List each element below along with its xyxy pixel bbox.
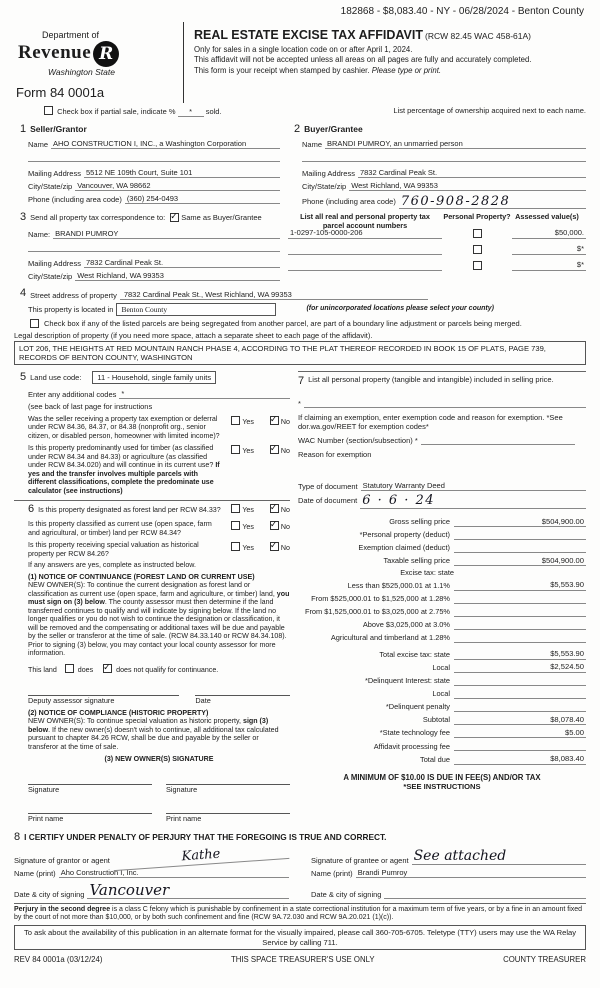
historic-question: Is this property receiving special valuation as historical property per RCW 84.26? Yes ✓ No <box>28 541 290 558</box>
owner-signature-2-field[interactable] <box>166 772 290 785</box>
same-as-buyer-label: Same as Buyer/Grantee <box>181 212 262 222</box>
continuance-qualify-row: This land does ✓ does not qualify for continuance. <box>28 664 290 675</box>
seller-heading: Seller/Grantor <box>30 123 87 134</box>
left-main-column: 5 Land use code: 11 - Household, single family units Enter any additional codes * (see back of last page for instructions Was the seller receiving a property tax exemption or deferral under RCW 84.36, 84.37, or 84.38 (nonprofit org., senior citizen, or disabled person, homeowner with limited income)? Yes ✓ No Is this property predominantly used for timber (as classified under RCW 84.34 and 84.33) or agriculture (as classified under RCW 84.34.020) and will continue in its current use? If yes and the transfer involves multiple parcels with different classifications, complete the predominate use calculator (see instructions) Yes ✓ No 6 Is this property designated as forest land per RCW 84.33? Yes ✓ No Is this property classified as current use (open space, farm and agricultural, or timber) land per RCW 84.34? Yes ✓ No Is this property receiving special valuation as historical property per RCW 84.26? Yes ✓ No If any answers are yes, complete as instructed below. (1) NOTICE OF CONTINUANCE (FOREST LAND OR CURRENT USE) NEW OWNER(S): To continue the current designation as forest land or classification as current use (open space, farm and agriculture, or timber) land, you must sign on (3) below. The county assessor must then determine if the land transferred continues to qualify and will indicate by signing below. If the land no longer qualifies or you do not wish to continue the designation or classification, it will be removed and the compensating or additional taxes will be due and payable by the seller or transferor at the time of sale. (RCW 84.33.140 or RCW 84.34.108). Prior to signing (3) below, you may contact your local county assessor for more information. This land does ✓ does not qualify for continuance. Deputy assessor signature Date (2) NOTICE OF COMPLIANCE (HISTORIC PROPERTY) NEW OWNER(S): To continue special valuation as historic property, sign (3) below. If the new owner(s) doesn't wish to continue, all additional tax calculated pursuant to chapter 84.26 RCW, shall be due and payable by the seller or transferor at the time of sale. (3) NEW OWNER(S) SIGNATURE Signature Signature Print name Print name <box>14 371 298 823</box>
delinquent-penalty-field[interactable] <box>454 702 586 713</box>
treasurer-space-label: THIS SPACE TREASURER'S USE ONLY <box>230 954 375 964</box>
land-does-checkbox[interactable] <box>65 664 74 673</box>
county-note: (for unincorporated locations please select your county) <box>306 305 494 313</box>
main-columns <box>14 371 586 823</box>
exemption-yes-checkbox[interactable] <box>231 416 240 425</box>
tier1-tax-field[interactable]: $5,553.90 <box>454 580 586 591</box>
deputy-assessor-signature-field[interactable] <box>28 683 179 696</box>
partial-sale-sold-label: sold. <box>205 106 222 116</box>
title-rcw-suffix: (RCW 82.45 WAC 458-61A) <box>425 31 532 41</box>
parcel-3-assessed-value-field[interactable]: $* <box>512 260 586 271</box>
parcel-row-1 <box>288 228 586 239</box>
timber-question-bold: If yes and the transfer involves multiple parcels with different classifications, complete the predominate use calculator (see instructions) <box>28 461 220 495</box>
reason-exemption-label: Reason for exemption <box>298 449 372 459</box>
tty-notice-box: To ask about the availability of this publication in an alternate format for the visually impaired, please call 360-705-6705. Teletype (TTY) users may use the WA Relay Service by calling 711. <box>14 925 586 949</box>
partial-sale-row <box>42 106 586 117</box>
timber-no-checkbox[interactable] <box>270 445 279 454</box>
ownership-note: List percentage of ownership acquired next to each name. <box>393 105 586 115</box>
parcel-number-field[interactable] <box>288 260 442 271</box>
land-does-not-checkbox[interactable] <box>103 664 112 673</box>
parcel-row-3 <box>288 260 586 271</box>
notice1-body: NEW OWNER(S): To continue the current designation as forest land or classification as current use (open space, farm and agriculture, or timber) land, you must sign on (3) below. The county assessor must then determine if the land transferred continues to qualify and will indicate by signing below. If the land no longer qualifies or you do not wish to continue the designation or classification, it will be removed and the compensating or additional taxes will be due and payable by the seller or transferor at the time of sale. (RCW 84.33.140 or RCW 84.34.108). Prior to signing (3) below, you may contact your local county assessor for more information. <box>28 581 290 658</box>
grantee-signature-label: Signature of grantee or agent <box>311 855 409 865</box>
tier2-tax-field[interactable] <box>454 593 586 604</box>
washington-state-label: Washington State <box>48 66 115 77</box>
wac-number-field[interactable] <box>421 444 575 445</box>
segregated-checkbox[interactable] <box>30 319 39 328</box>
grantee-print-name-field[interactable]: Brandi Pumroy <box>356 868 586 878</box>
correspondence-label: Send all property tax correspondence to: <box>30 212 166 222</box>
type-or-print-note: Please type or print. <box>371 66 442 76</box>
title-sub2: This affidavit will not be accepted unless all areas on all pages are fully and accurately completed. <box>194 55 532 65</box>
section2-number: 2 <box>294 122 301 135</box>
parcel-2-assessed-value-field[interactable]: $* <box>512 244 586 255</box>
total-excise-local-field[interactable]: $2,524.50 <box>454 662 586 673</box>
section1-number: 1 <box>20 122 27 135</box>
seller-mailing-label: Mailing Address <box>28 168 81 178</box>
parcel-col2-header: Personal Property? <box>443 211 511 221</box>
county-select[interactable]: Benton County <box>116 303 276 316</box>
section8-number: 8 <box>14 831 21 844</box>
buyer-phone-label: Phone (including area code) <box>302 196 396 206</box>
masthead <box>14 22 586 103</box>
current-use-question: Is this property classified as current use (open space, farm and agricultural, or timber) land per RCW 84.34? Yes ✓ No <box>28 520 290 537</box>
buyer-city-label: City/State/zip <box>302 181 347 191</box>
buyer-mailing-label: Mailing Address <box>302 168 355 178</box>
grantee-date-city-field[interactable] <box>384 898 586 899</box>
seller-column <box>14 121 288 281</box>
type-of-document-field[interactable]: Statutory Warranty Deed <box>361 481 586 491</box>
forest-land-question: 6 Is this property designated as forest land per RCW 84.33? Yes ✓ No <box>28 503 290 516</box>
grantor-date-city-field[interactable]: Vancouver <box>87 881 289 899</box>
buyer-phone-field[interactable]: 760-908-2828 <box>399 194 586 209</box>
grantor-print-name-field[interactable]: Aho Construction I, Inc. <box>59 868 289 878</box>
deputy-date-field[interactable] <box>195 683 290 696</box>
parcel-3-personal-property-checkbox[interactable] <box>473 261 482 270</box>
buyer-column <box>288 121 586 281</box>
parcel-row-2 <box>288 244 586 255</box>
parcel-number-field[interactable]: 1-0297-105-0000-206 <box>288 228 442 239</box>
historic-no-checkbox[interactable] <box>270 542 279 551</box>
section5-number: 5 <box>20 371 27 384</box>
total-excise-state-field[interactable]: $5,553.90 <box>454 649 586 660</box>
footer-row <box>14 955 586 964</box>
partial-sale-checkbox[interactable] <box>44 106 53 115</box>
notice1-title: (1) NOTICE OF CONTINUANCE (FOREST LAND OR CURRENT USE) <box>28 572 255 581</box>
land-use-code-select[interactable]: 11 - Household, single family units <box>92 371 216 384</box>
buyer-mailing-field[interactable]: 7832 Cardinal Peak St. <box>358 168 586 178</box>
dor-logo-block <box>14 22 184 103</box>
owner-print-name-1-field[interactable] <box>28 801 152 814</box>
taxable-selling-price-field[interactable]: $504,900.00 <box>454 556 586 567</box>
certify-statement: I CERTIFY UNDER PENALTY OF PERJURY THAT THE FOREGOING IS TRUE AND CORRECT. <box>24 832 387 843</box>
notice2-body: NEW OWNER(S): To continue special valuation as historic property, sign (3) below. If the new owner(s) doesn't wish to continue, all additional tax calculated pursuant to chapter 84.26 RCW, shall be due and payable by the seller or transferor at the time of sale. <box>28 717 279 751</box>
seller-city-field[interactable]: Vancouver, WA 98662 <box>75 181 280 191</box>
seller-name-extra-field[interactable] <box>28 152 280 162</box>
legal-description-label: Legal description of property (if you need more space, attach a separate sheet to each page of the affidavit). <box>14 331 373 341</box>
page-title: REAL ESTATE EXCISE TAX AFFIDAVIT <box>194 28 423 42</box>
seller-name-label: Name <box>28 139 49 149</box>
grantee-date-city-label: Date & city of signing <box>311 889 382 899</box>
street-address-label: Street address of property <box>30 291 117 301</box>
exemption-question: Was the seller receiving a property tax exemption or deferral under RCW 84.36, 84.37, or 84.38 (nonprofit org., senior citizen, or disabled person, homeowner with limited income)? Yes ✓ No <box>28 415 290 441</box>
seller-name-field[interactable]: AHO CONSTRUCTION I, INC., a Washington Corporation <box>51 139 280 149</box>
same-as-buyer-checkbox[interactable] <box>170 213 179 222</box>
title-sub3: This form is your receipt when stamped by cashier. Please type or print. <box>194 66 442 76</box>
agricultural-tax-field[interactable] <box>454 633 586 644</box>
timber-question: Is this property predominantly used for timber (as classified under RCW 84.34 and 84.33) or agriculture (as classified under RCW 84.34.020) and will continue in its current use? If yes and the transfer involves multiple parcels with different classifications, complete the predominate use calculator (see instructions) Yes ✓ No <box>28 444 290 495</box>
perjury-notice: Perjury in the second degree is a class C felony which is punishable by confinement in a state correctional institution for a maximum term of five years, or by a fine in an amount fixed by the court of not more than $10,000, or by both such confinement and fine (RCW 9A.72.030 and RCW 9A.20.021 (1)(c)). <box>14 903 586 923</box>
tier3-tax-field[interactable] <box>454 607 586 618</box>
correspondence-city-label: City/State/zip <box>28 271 73 281</box>
county-treasurer-label: COUNTY TREASURER <box>503 954 586 964</box>
grantee-signature-field[interactable]: See attached <box>412 848 586 865</box>
correspondence-mailing-label: Mailing Address <box>28 258 81 268</box>
correspondence-mailing-field[interactable]: 7832 Cardinal Peak St. <box>84 258 280 268</box>
partial-sale-percent-field[interactable]: * <box>178 107 204 117</box>
partial-sale-label: Check box if partial sale, indicate % <box>57 106 176 116</box>
state-technology-fee-field[interactable]: $5.00 <box>454 728 586 739</box>
section3-number: 3 <box>20 210 27 223</box>
segregated-label: Check box if any of the listed parcels are being segregated from another parcel, are part of a boundary line adjustment or parcels being merged. <box>44 319 522 329</box>
seller-phone-label: Phone (including area code) <box>28 194 122 204</box>
revenue-wordmark: Revenue <box>18 42 92 64</box>
forest-no-checkbox[interactable] <box>270 504 279 513</box>
gross-selling-price-field[interactable]: $504,900.00 <box>454 517 586 528</box>
subtotal-field[interactable]: $8,078.40 <box>454 715 586 726</box>
see-instructions-note: *SEE INSTRUCTIONS <box>403 781 481 791</box>
grantor-print-name-label: Name (print) <box>14 868 56 878</box>
type-of-document-label: Type of document <box>298 481 358 491</box>
date-of-document-field[interactable]: 6 · 6 · 24 <box>360 493 586 509</box>
street-address-field[interactable]: 7832 Cardinal Peak St., West Richland, WA 99353 <box>120 290 428 300</box>
total-due-field[interactable]: $8,083.40 <box>454 754 586 765</box>
wac-number-label: WAC Number (section/subsection) * <box>298 435 418 445</box>
minimum-due-note: A MINIMUM OF $10.00 IS DUE IN FEE(S) AND/OR TAX <box>343 772 541 782</box>
title-sub1: Only for sales in a single location code on or after April 1, 2024. <box>194 44 413 54</box>
deputy-assessor-label: Deputy assessor signature <box>28 696 115 706</box>
see-back-note: (see back of last page for instructions <box>28 401 153 411</box>
correspondence-city-field[interactable]: West Richland, WA 99353 <box>75 271 280 281</box>
property-address-section <box>14 287 586 365</box>
parcel-col1-header: List all real and personal property tax parcel account numbers <box>300 211 430 230</box>
grantee-print-name-label: Name (print) <box>311 868 353 878</box>
personal-property-label: List all personal property (tangible and intangible) included in selling price. <box>308 375 554 385</box>
historic-yes-checkbox[interactable] <box>231 542 240 551</box>
owner-signature-1-field[interactable] <box>28 772 152 785</box>
correspondence-name-field[interactable]: BRANDI PUMROY <box>53 229 280 239</box>
buyer-name-label: Name <box>302 139 323 149</box>
grantor-signature-label: Signature of grantor or agent <box>14 855 110 865</box>
new-owners-signature-title: (3) NEW OWNER(S) SIGNATURE <box>104 755 214 764</box>
right-main-column: 7 List all personal property (tangible and intangible) included in selling price. * If claiming an exemption, enter exemption code and reason for exemption. *See dor.wa.gov/REET for exemption codes* WAC Number (section/subsection) * Reason for exemption Type of document Statutory Warranty Deed Date of document 6 · 6 · 24 Gross selling price $504,900.00 *Personal property (deduct) Exemption claimed (deduct) Taxable selling price $504,900.00 Excise tax: state Less than $525,000.01 at 1.1% $5,553.90 From $525,000.01 to $1,525,000 at 1.28% From $1,525,000.01 to $3,025,000 at 2.75% Above $3,025,000 at 3.0% Agricultural and timberland at 1.28% Total excise tax: state $5,553.90 Local $2,524.50 *Delinquent Interest: state Local *Delinquent penalty Subtotal $8,078.40 *State technology fee $5.00 Affidavit processing fee Total due $8,083.40 A MINIMUM OF $10.00 IS DUE IN FEE(S) AND/OR TAX *SEE INSTRUCTIONS <box>298 371 586 823</box>
correspondence-name-extra-field[interactable] <box>28 242 280 252</box>
delinquent-interest-state-field[interactable] <box>454 675 586 686</box>
seller-phone-field[interactable]: (360) 254-0493 <box>125 194 280 204</box>
buyer-heading: Buyer/Grantee <box>304 123 363 134</box>
located-in-label: This property is located in <box>28 305 114 315</box>
exemption-claimed-field[interactable] <box>454 543 586 554</box>
timber-yes-checkbox[interactable] <box>231 445 240 454</box>
buyer-name-extra-field[interactable] <box>302 152 586 162</box>
parcel-col3-header: Assessed value(s) <box>515 211 579 221</box>
tax-computation-table: Gross selling price $504,900.00 *Personal property (deduct) Exemption claimed (deduct) Taxable selling price $504,900.00 Excise tax: state Less than $525,000.01 at 1.1% $5,553.90 From $525,000.01 to $1,525,000 at 1.28% From $1,525,000.01 to $3,025,000 at 2.75% Above $3,025,000 at 3.0% Agricultural and timberland at 1.28% Total excise tax: state $5,553.90 Local $2,524.50 *Delinquent Interest: state Local *Delinquent penalty Subtotal $8,078.40 *State technology fee $5.00 Affidavit processing fee Total due $8,083.40 <box>304 516 584 764</box>
buyer-name-field[interactable]: BRANDI PUMROY, an unmarried person <box>325 139 586 149</box>
buyer-city-field[interactable]: West Richland, WA 99353 <box>349 181 586 191</box>
parties-section <box>14 121 586 281</box>
dor-logo-icon: R <box>93 41 119 67</box>
parcel-2-personal-property-checkbox[interactable] <box>473 245 482 254</box>
current-use-yes-checkbox[interactable] <box>231 521 240 530</box>
grantor-date-city-label: Date & city of signing <box>14 889 85 899</box>
delinquent-interest-local-field[interactable] <box>454 689 586 700</box>
parcel-table-header <box>288 211 586 230</box>
title-block <box>184 22 586 76</box>
owner-print-name-2-field[interactable] <box>166 801 290 814</box>
section6-divider <box>14 500 290 501</box>
seller-city-label: City/State/zip <box>28 181 73 191</box>
parcel-number-field[interactable] <box>288 244 442 255</box>
seller-mailing-field[interactable]: 5512 NE 109th Court, Suite 101 <box>84 168 280 178</box>
notice2-title: (2) NOTICE OF COMPLIANCE (HISTORIC PROPERTY) <box>28 708 209 717</box>
exemption-note: If claiming an exemption, enter exemption code and reason for exemption. *See dor.wa.gov/REET for exemption codes* <box>298 412 563 431</box>
affidavit-processing-fee-field[interactable] <box>454 741 586 752</box>
grantor-signature-field[interactable]: Kathe <box>113 842 290 871</box>
personal-property-field[interactable] <box>304 407 586 408</box>
personal-property-deduct-field[interactable] <box>454 530 586 541</box>
legal-description-field[interactable]: LOT 206, THE HEIGHTS AT RED MOUNTAIN RANCH PHASE 4, ACCORDING TO THE PLAT THEREOF RECORDED IN BOOK 15 OF PLATS, PAGE 739, RECORDS OF BENTON COUNTY, WASHINGTON <box>14 341 586 365</box>
exemption-no-checkbox[interactable] <box>270 416 279 425</box>
section7-number: 7 <box>298 375 305 388</box>
dept-of-label: Department of <box>42 30 100 40</box>
parcel-1-assessed-value-field[interactable]: $50,000. <box>512 228 586 239</box>
tier4-tax-field[interactable] <box>454 620 586 631</box>
if-yes-note: If any answers are yes, complete as instructed below. <box>28 561 196 570</box>
certification-section <box>14 831 586 898</box>
form-number: Form 84 0001a <box>16 84 105 100</box>
correspondence-name-label: Name: <box>28 229 51 239</box>
land-use-label: Land use code: <box>30 373 82 383</box>
rev-number: REV 84 0001a (03/12/24) <box>14 954 103 964</box>
section4-number: 4 <box>20 286 27 299</box>
current-use-no-checkbox[interactable] <box>270 521 279 530</box>
deputy-date-label: Date <box>195 696 211 706</box>
date-of-document-label: Date of document <box>298 496 358 506</box>
scan-header-line: 182868 - $8,083.40 - NY - 06/28/2024 - Benton County <box>340 6 584 17</box>
additional-codes-field[interactable]: * <box>119 389 290 399</box>
parcel-1-personal-property-checkbox[interactable] <box>473 229 482 238</box>
additional-codes-label: Enter any additional codes <box>28 389 117 399</box>
forest-yes-checkbox[interactable] <box>231 504 240 513</box>
